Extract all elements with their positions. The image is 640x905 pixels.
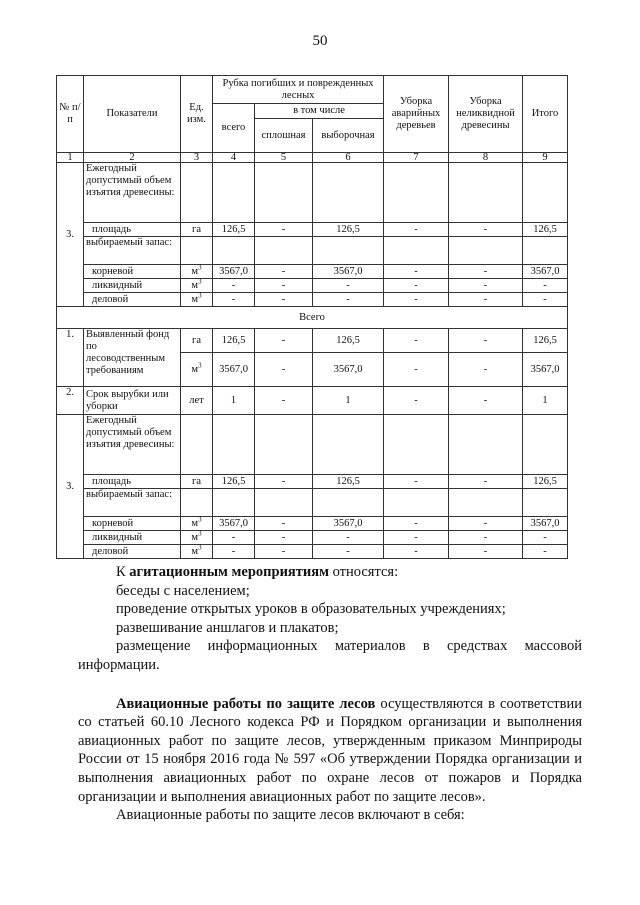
table-cell: 8 (449, 153, 523, 163)
empty-cell (384, 237, 449, 265)
table-row (57, 279, 568, 293)
table-cell: - (255, 387, 313, 415)
table-cell: - (384, 545, 449, 559)
header-clear: сплошная (255, 119, 313, 153)
row-number: 2. (57, 387, 84, 415)
table-cell: ликвидный (84, 279, 181, 293)
superscript: 3 (198, 543, 202, 551)
table-cell: 3567,0 (313, 265, 384, 279)
table-cell: 9 (523, 153, 568, 163)
table-cell: - (255, 223, 313, 237)
header-selective: выборочная (313, 119, 384, 153)
table-cell: - (449, 475, 523, 489)
table-row (57, 545, 568, 559)
header-felling: Рубка погибших и поврежденных лесных (213, 76, 384, 104)
unit-cell (181, 545, 213, 559)
table-row (57, 293, 568, 307)
unit: м (191, 363, 199, 375)
table-cell: - (523, 293, 568, 307)
table-cell: лет (181, 387, 213, 415)
empty-cell (523, 237, 568, 265)
table-cell: - (449, 293, 523, 307)
empty-cell (181, 163, 213, 223)
table-cell: - (384, 353, 449, 387)
table-cell: деловой (84, 545, 181, 559)
table-cell: 126,5 (523, 475, 568, 489)
unit: м (191, 531, 199, 543)
empty-cell (255, 489, 313, 517)
table-cell: - (313, 531, 384, 545)
empty-cell (255, 163, 313, 223)
header-unit: Ед. изм. (181, 76, 213, 153)
table-cell: - (384, 329, 449, 353)
empty-cell (384, 163, 449, 223)
table-cell: 5 (255, 153, 313, 163)
header-total: Итого (523, 76, 568, 153)
table-cell: - (449, 387, 523, 415)
empty-cell (523, 489, 568, 517)
table-cell: - (384, 387, 449, 415)
table-cell: - (449, 517, 523, 531)
table-cell: - (523, 279, 568, 293)
table-cell: - (313, 545, 384, 559)
table-cell: 3567,0 (213, 353, 255, 387)
table-cell: - (384, 279, 449, 293)
header-indicators: Показатели (84, 76, 181, 153)
indicator-label: Ежегодный допустимый объем изъятия древесины: (84, 415, 181, 475)
table-cell: - (213, 279, 255, 293)
table-cell: деловой (84, 293, 181, 307)
empty-cell (449, 489, 523, 517)
table-cell: 126,5 (213, 475, 255, 489)
table-cell: 126,5 (523, 329, 568, 353)
table-cell: - (384, 531, 449, 545)
indicator-label: Ежегодный допустимый объем изъятия древесины: (84, 163, 181, 223)
table-cell: - (449, 265, 523, 279)
table-cell: 6 (313, 153, 384, 163)
list-item: размещение информационных материалов в средствах массовой информации. (78, 638, 582, 673)
table-row (57, 475, 568, 489)
superscript: 3 (198, 291, 202, 299)
indicator-label: Выявленный фонд по лесоводственным требованиям (84, 329, 181, 387)
table-cell: 1 (213, 387, 255, 415)
empty-cell (384, 415, 449, 475)
table-cell: 1 (313, 387, 384, 415)
indicator-label: выбираемый запас: (84, 489, 181, 517)
table-cell: - (384, 223, 449, 237)
header-emergency: Уборка аварийных деревьев (384, 76, 449, 153)
empty-cell (213, 415, 255, 475)
text: осуществляются в соответствии со статьей 60.10 Лесного кодекса РФ и Порядком организации и выполнения авиационных работ по защите лесов, утвержденным приказом Минприроды России от 15 ноября 2016 года № 597 «Об утверждении Порядка организации и выполнения авиационных работ по охране лесов от пожаров и Порядка организации и выполнения авиационных работ по защите лесов». (78, 695, 582, 805)
table-row (57, 265, 568, 279)
empty-cell (313, 415, 384, 475)
superscript: 3 (198, 361, 202, 369)
header-total-all: всего (213, 104, 255, 153)
table-cell: 126,5 (313, 329, 384, 353)
table-row (57, 237, 568, 265)
superscript: 3 (198, 529, 202, 537)
text: К (116, 564, 130, 580)
table-cell: - (384, 293, 449, 307)
unit-cell (181, 517, 213, 531)
table-cell: - (213, 545, 255, 559)
unit-cell (181, 293, 213, 307)
table-cell: 126,5 (213, 223, 255, 237)
table-cell: 3 (181, 153, 213, 163)
row-number: 3. (57, 415, 84, 559)
table-cell: 3567,0 (213, 517, 255, 531)
empty-cell (449, 415, 523, 475)
table-cell: корневой (84, 265, 181, 279)
table-cell: - (255, 517, 313, 531)
table-cell: 3567,0 (213, 265, 255, 279)
table-cell: - (313, 279, 384, 293)
unit-cell (181, 353, 213, 387)
unit: м (191, 279, 199, 291)
table-cell: - (255, 329, 313, 353)
table-cell: - (449, 531, 523, 545)
table-cell: - (213, 531, 255, 545)
table-cell: 1 (57, 153, 84, 163)
table-cell: 126,5 (313, 223, 384, 237)
header-num: № п/п (57, 76, 84, 153)
superscript: 3 (198, 277, 202, 285)
empty-cell (255, 415, 313, 475)
empty-cell (313, 237, 384, 265)
unit: м (191, 517, 199, 529)
table-row (57, 329, 568, 353)
bold-term: агитационным мероприятиям (129, 564, 329, 580)
empty-cell (213, 163, 255, 223)
table-cell: га (181, 223, 213, 237)
empty-cell (213, 237, 255, 265)
table-cell: - (255, 353, 313, 387)
list-item: беседы с населением; (116, 582, 250, 599)
table-row (57, 387, 568, 415)
unit-cell (181, 265, 213, 279)
bold-term: Авиационные работы по защите лесов (116, 695, 376, 712)
table-cell: - (449, 353, 523, 387)
empty-cell (449, 237, 523, 265)
body-text (78, 563, 582, 825)
empty-cell (181, 415, 213, 475)
table-cell: - (255, 531, 313, 545)
forest-felling-table (56, 75, 568, 559)
empty-cell (313, 489, 384, 517)
table-cell: - (255, 545, 313, 559)
indicator-label: выбираемый запас: (84, 237, 181, 265)
superscript: 3 (198, 515, 202, 523)
empty-cell (213, 489, 255, 517)
header-illiquid: Уборка неликвидной древесины (449, 76, 523, 153)
table-cell: - (313, 293, 384, 307)
empty-cell (181, 237, 213, 265)
header-including: в том числе (255, 104, 384, 119)
unit: м (191, 265, 199, 277)
table-cell: корневой (84, 517, 181, 531)
table-cell: 126,5 (213, 329, 255, 353)
table-row (57, 531, 568, 545)
table-cell: 3567,0 (523, 353, 568, 387)
empty-cell (313, 163, 384, 223)
empty-cell (449, 163, 523, 223)
empty-cell (523, 415, 568, 475)
table-cell: - (255, 265, 313, 279)
table-cell: - (384, 265, 449, 279)
table-cell: 3567,0 (523, 517, 568, 531)
table-row (57, 517, 568, 531)
empty-cell (384, 489, 449, 517)
table-cell: - (255, 293, 313, 307)
section-title: Всего (57, 307, 568, 329)
table-cell: площадь (84, 475, 181, 489)
empty-cell (523, 163, 568, 223)
table-cell: га (181, 329, 213, 353)
indicator-label: Срок вырубки или уборки (84, 387, 181, 415)
page-number: 50 (312, 33, 328, 49)
list-item: проведение открытых уроков в образовательных учреждениях; (116, 601, 506, 618)
unit: м (191, 293, 199, 305)
table-row (57, 489, 568, 517)
table-cell: 3567,0 (523, 265, 568, 279)
table-cell: - (213, 293, 255, 307)
table-cell: - (523, 531, 568, 545)
paragraph-aviation-includes: Авиационные работы по защите лесов включают в себя: (116, 807, 465, 824)
table-cell: - (449, 279, 523, 293)
list-item: развешивание аншлагов и плакатов; (116, 619, 339, 636)
row-number: 3. (57, 163, 84, 307)
unit-cell (181, 279, 213, 293)
table-cell: - (384, 475, 449, 489)
table-cell: - (523, 545, 568, 559)
table-cell: 3567,0 (313, 353, 384, 387)
table-cell: 126,5 (523, 223, 568, 237)
empty-cell (181, 489, 213, 517)
table-cell: 4 (213, 153, 255, 163)
table-cell: ликвидный (84, 531, 181, 545)
table-cell: - (449, 329, 523, 353)
table-cell: 2 (84, 153, 181, 163)
table-cell: 126,5 (313, 475, 384, 489)
superscript: 3 (198, 263, 202, 271)
table-cell: 1 (523, 387, 568, 415)
unit: м (191, 545, 199, 557)
table-cell: - (255, 279, 313, 293)
table-cell: - (384, 517, 449, 531)
paragraph-aviation (78, 695, 582, 807)
table-cell: 7 (384, 153, 449, 163)
table-cell: - (255, 475, 313, 489)
paragraph-agitation (78, 563, 582, 582)
table-cell: - (449, 223, 523, 237)
row-number: 1. (57, 329, 84, 387)
table-cell: - (449, 545, 523, 559)
empty-cell (255, 237, 313, 265)
table-cell: га (181, 475, 213, 489)
table-row (57, 223, 568, 237)
unit-cell (181, 531, 213, 545)
table-cell: 3567,0 (313, 517, 384, 531)
text: относятся: (328, 564, 399, 580)
table-cell: площадь (84, 223, 181, 237)
